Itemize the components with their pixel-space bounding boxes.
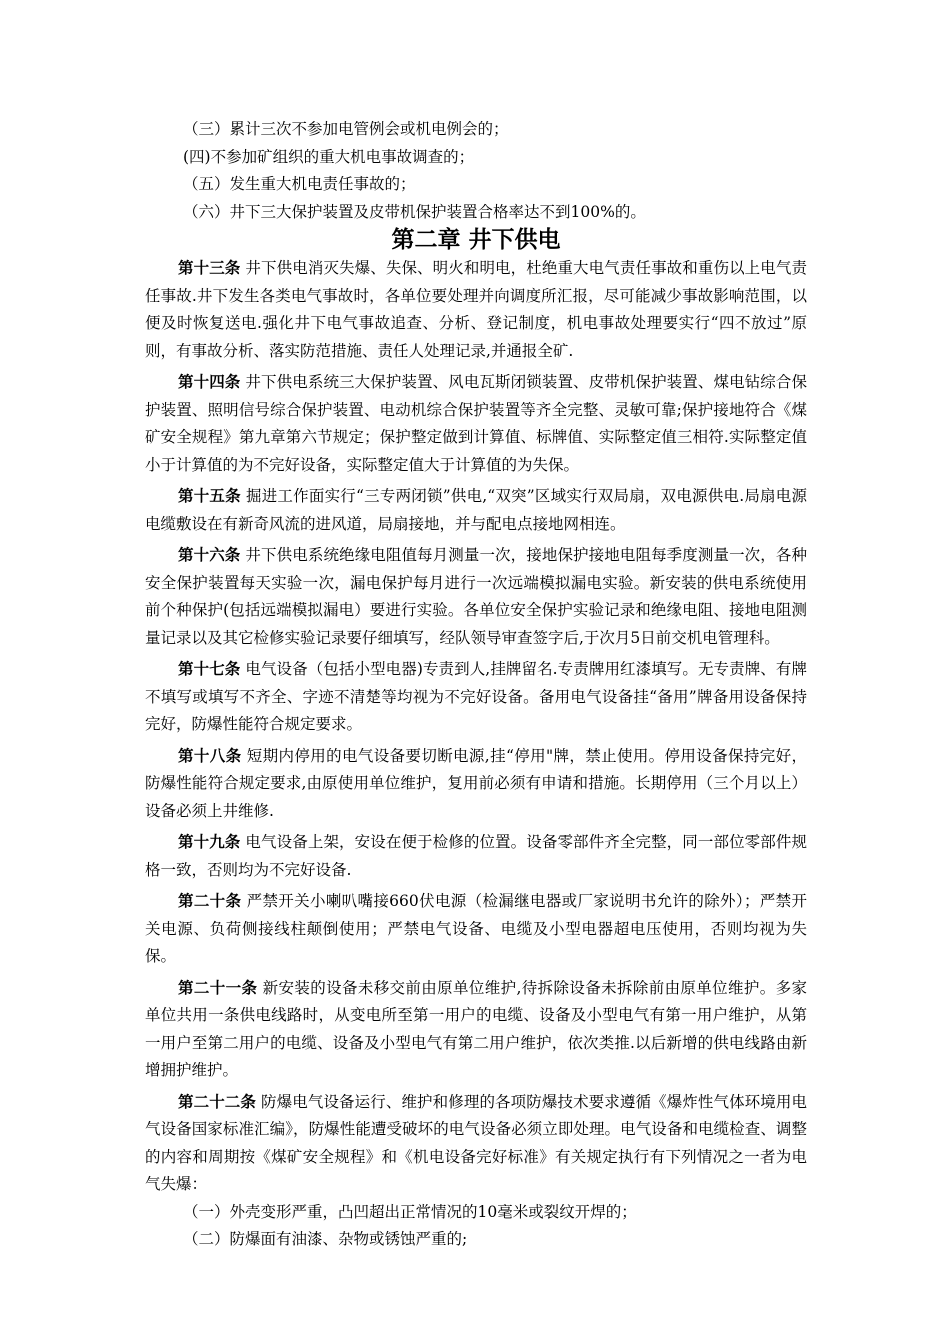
- article-17: [145, 655, 807, 739]
- chapter-title: 第二章 井下供电: [391, 227, 561, 253]
- list-item: （三）累计三次不参加电管例会或机电例会的；: [183, 120, 509, 138]
- article-number: 第十五条: [178, 486, 241, 505]
- article-number: 第二十二条: [178, 1091, 257, 1111]
- list-item: （一）外壳变形严重，凸凹超出正常情况的10毫米或裂纹开焊的；: [183, 1202, 637, 1221]
- list-item: （五）发生重大机电责任事故的；: [183, 175, 416, 193]
- article-text: 电气设备上架，安设在便于检修的位置。设备零部件齐全完整，同一部位零部件规格一致，否则均为不完好设备.: [145, 833, 807, 879]
- document-body: [145, 116, 807, 1254]
- list-item: （六）井下三大保护装置及皮带机保护装置合格率达不到100%的。: [183, 202, 646, 221]
- article-text: 新安装的设备未移交前由原单位维护,待拆除设备未拆除前由原单位维护。多家单位共用一条供电线路时，从变电所至第一用户的电缆、设备及小型电气有第一用户维护，从第一用户至第二用户的电缆、设备及小型电气有第二用户维护，依次类推.以后新增的供电线路由新增拥护维护。: [145, 978, 807, 1079]
- article-text: 井下供电系统三大保护装置、风电瓦斯闭锁装置、皮带机保护装置、煤电钻综合保护装置、照明信号综合保护装置、电动机综合保护装置等齐全完整、灵敏可靠;保护接地符合《煤矿安全规程》第九章第六节规定；保护整定做到计算值、标牌值、实际整定值三相符.实际整定值小于计算值的为不完好设备，实际整定值大于计算值的为失保。: [145, 373, 807, 474]
- article-number: 第二十条: [178, 891, 242, 910]
- article-19: [145, 828, 807, 884]
- article-20: [145, 887, 807, 971]
- article-text: 掘进工作面实行“三专两闭锁”供电,“双突”区域实行双局扇，双电源供电.局扇电源电缆敷设在有新奇风流的进风道，局扇接地，并与配电点接地网相连。: [145, 487, 807, 533]
- article-14: [145, 368, 807, 479]
- article-text: 防爆电气设备运行、维护和修理的各项防爆技术要求遵循《爆炸性气体环境用电气设备国家标准汇编》，防爆性能遭受破坏的电气设备必须立即处理。电气设备和电缆检查、调整的内容和周期按《煤矿安全规程》和《机电设备完好标准》有关规定执行有下列情况之一者为电气失爆：: [145, 1092, 807, 1193]
- article-number: 第十八条: [178, 745, 242, 765]
- article-text: 严禁开关小喇叭嘴接660伏电源（检漏继电器或厂家说明书允许的除外）；严禁开关电源、负荷侧接线柱颠倒使用；严禁电气设备、电缆及小型电器超电压使用，否则均视为失保。: [145, 892, 807, 965]
- article-text: 短期内停用的电气设备要切断电源,挂“停用"牌，禁止使用。停用设备保持完好，防爆性能符合规定要求,由原使用单位维护，复用前必须有申请和措施。长期停用（三个月以上）设备必须上井维修.: [145, 746, 807, 820]
- article-22: [145, 1088, 807, 1199]
- article-number: 第二十一条: [178, 977, 258, 997]
- article-number: 第十三条: [178, 258, 241, 277]
- article-18: [145, 742, 807, 826]
- article-15: [145, 482, 807, 538]
- article-text: 井下供电系统绝缘电阻值每月测量一次，接地保护接地电阻每季度测量一次，各种安全保护装置每天实验一次，漏电保护每月进行一次远端模拟漏电实验。新安装的供电系统使用前个种保护(包括远端模拟漏电）要进行实验。各单位安全保护实验记录和绝缘电阻、接地电阻测量记录以及其它检修实验记录要仔细填写，经队领导审查签字后,于次月5日前交机电管理科。: [145, 546, 807, 647]
- article-16: [145, 541, 807, 652]
- list-item: (四)不参加矿组织的重大机电事故调查的；: [183, 147, 475, 166]
- article-13: [145, 254, 807, 365]
- article-text: 井下供电消灭失爆、失保、明火和明电，杜绝重大电气责任事故和重伤以上电气责任事故.井下发生各类电气事故时，各单位要处理并向调度所汇报，尽可能减少事故影响范围，以便及时恢复送电.强化井下电气事故追查、分析、登记制度，机电事故处理要实行“四不放过”原则，有事故分析、落实防范措施、责任人处理记录,并通报全矿.: [145, 259, 807, 360]
- article-number: 第十九条: [178, 832, 241, 851]
- article-text: 电气设备（包括小型电器)专责到人,挂牌留名.专责牌用红漆填写。无专责牌、有牌不填写或填写不齐全、字迹不清楚等均视为不完好设备。备用电气设备挂“备用”牌备用设备保持完好，防爆性能符合规定要求。: [145, 660, 807, 733]
- article-21: [145, 974, 807, 1085]
- article-number: 第十六条: [178, 545, 241, 564]
- list-item: （二）防爆面有油漆、杂物或锈蚀严重的;: [183, 1230, 468, 1248]
- article-number: 第十四条: [178, 372, 241, 391]
- article-number: 第十七条: [178, 659, 241, 678]
